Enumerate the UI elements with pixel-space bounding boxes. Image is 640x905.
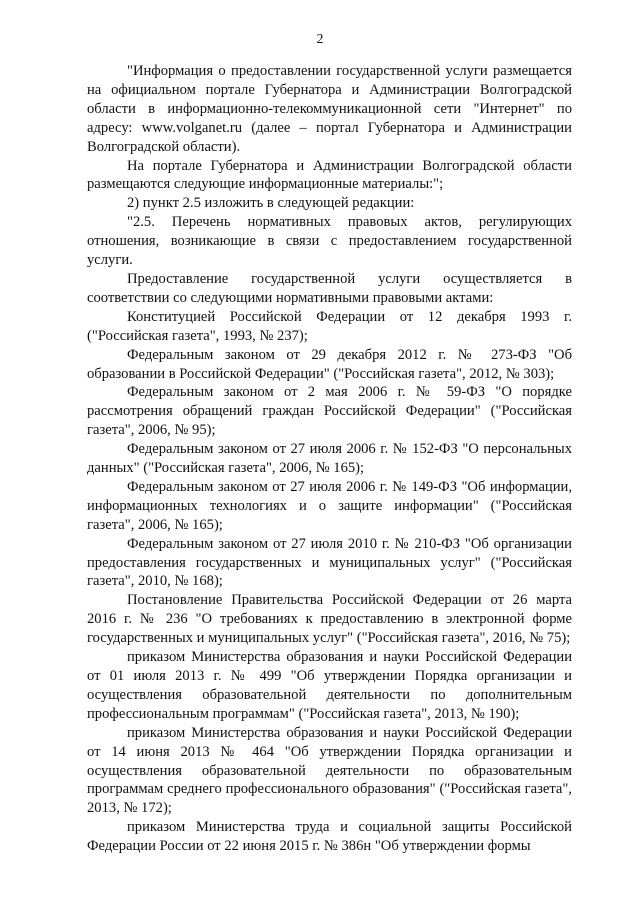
paragraph-legal-basis-intro: Предоставление государственной услуги осуществляется в соответствии со следующими нормативными правовыми актами: bbox=[87, 270, 572, 306]
paragraph-order-499: приказом Министерства образования и науки Российской Федерации от 01 июля 2013 г. № 499 "Об утверждении Порядка организации и осуществления образовательной деятельности по дополнительным профессиональным программам" ("Российская газета", 2013, № 190); bbox=[87, 649, 572, 722]
paragraph-amendment-item-2: 2) пункт 2.5 изложить в следующей редакции: bbox=[127, 195, 415, 212]
paragraph-law-152: Федеральным законом от 27 июля 2006 г. № 152-ФЗ "О персональных данных" ("Российская газета", 2006, № 165); bbox=[87, 441, 572, 477]
paragraph-constitution: Конституцией Российской Федерации от 12 декабря 1993 г. ("Российская газета", 1993, № 237); bbox=[87, 308, 572, 344]
paragraph-law-210: Федеральным законом от 27 июля 2010 г. № 210-ФЗ "Об организации предоставления государственных и муниципальных услуг" ("Российская газета", 2010, № 168); bbox=[87, 535, 572, 590]
paragraph-law-59: Федеральным законом от 2 мая 2006 г. № 59-ФЗ "О порядке рассмотрения обращений граждан Российской Федерации" ("Российская газета", 2006, № 95); bbox=[87, 384, 572, 439]
paragraph-portal-info: "Информация о предоставлении государственной услуги размещается на официальном портале Губернатора и Администрации Волгоградской области в информационно-телекоммуникационной сети "Интернет" по адресу: www.volganet.ru (далее – портал Губернатора и Администрации Волгоградской области). bbox=[87, 63, 572, 155]
document-body bbox=[87, 62, 572, 856]
paragraph-order-386n: приказом Министерства труда и социальной защиты Российской Федерации России от 22 июня 2015 г. № 386н "Об утверждении формы bbox=[87, 819, 572, 855]
paragraph-order-464: приказом Министерства образования и науки Российской Федерации от 14 июня 2013 № 464 "Об утверждении Порядка организации и осуществления образовательной деятельности по образовательным программам среднего профессионального образования" ("Российская газета", 2013, № 172); bbox=[87, 724, 572, 817]
paragraph-law-273: Федеральным законом от 29 декабря 2012 г. № 273-ФЗ "Об образовании в Российской Федерации" ("Российская газета", 2012, № 303); bbox=[87, 346, 572, 382]
paragraph-resolution-236: Постановление Правительства Российской Федерации от 26 марта 2016 г. № 236 "О требованиях к предоставлению в электронной форме государственных и муниципальных услуг" ("Российская газета", 2016, № 75); bbox=[87, 592, 572, 647]
paragraph-portal-materials: На портале Губернатора и Администрации Волгоградской области размещаются следующие информационные материалы:"; bbox=[87, 157, 572, 193]
page-number: 2 bbox=[316, 32, 324, 47]
paragraph-section-2-5: "2.5. Перечень нормативных правовых актов, регулирующих отношения, возникающие в связи с предоставлением государственной услуги. bbox=[87, 214, 572, 269]
paragraph-law-149: Федеральным законом от 27 июля 2006 г. № 149-ФЗ "Об информации, информационных технологиях и о защите информации" ("Российская газета", 2006, № 165); bbox=[87, 478, 572, 533]
